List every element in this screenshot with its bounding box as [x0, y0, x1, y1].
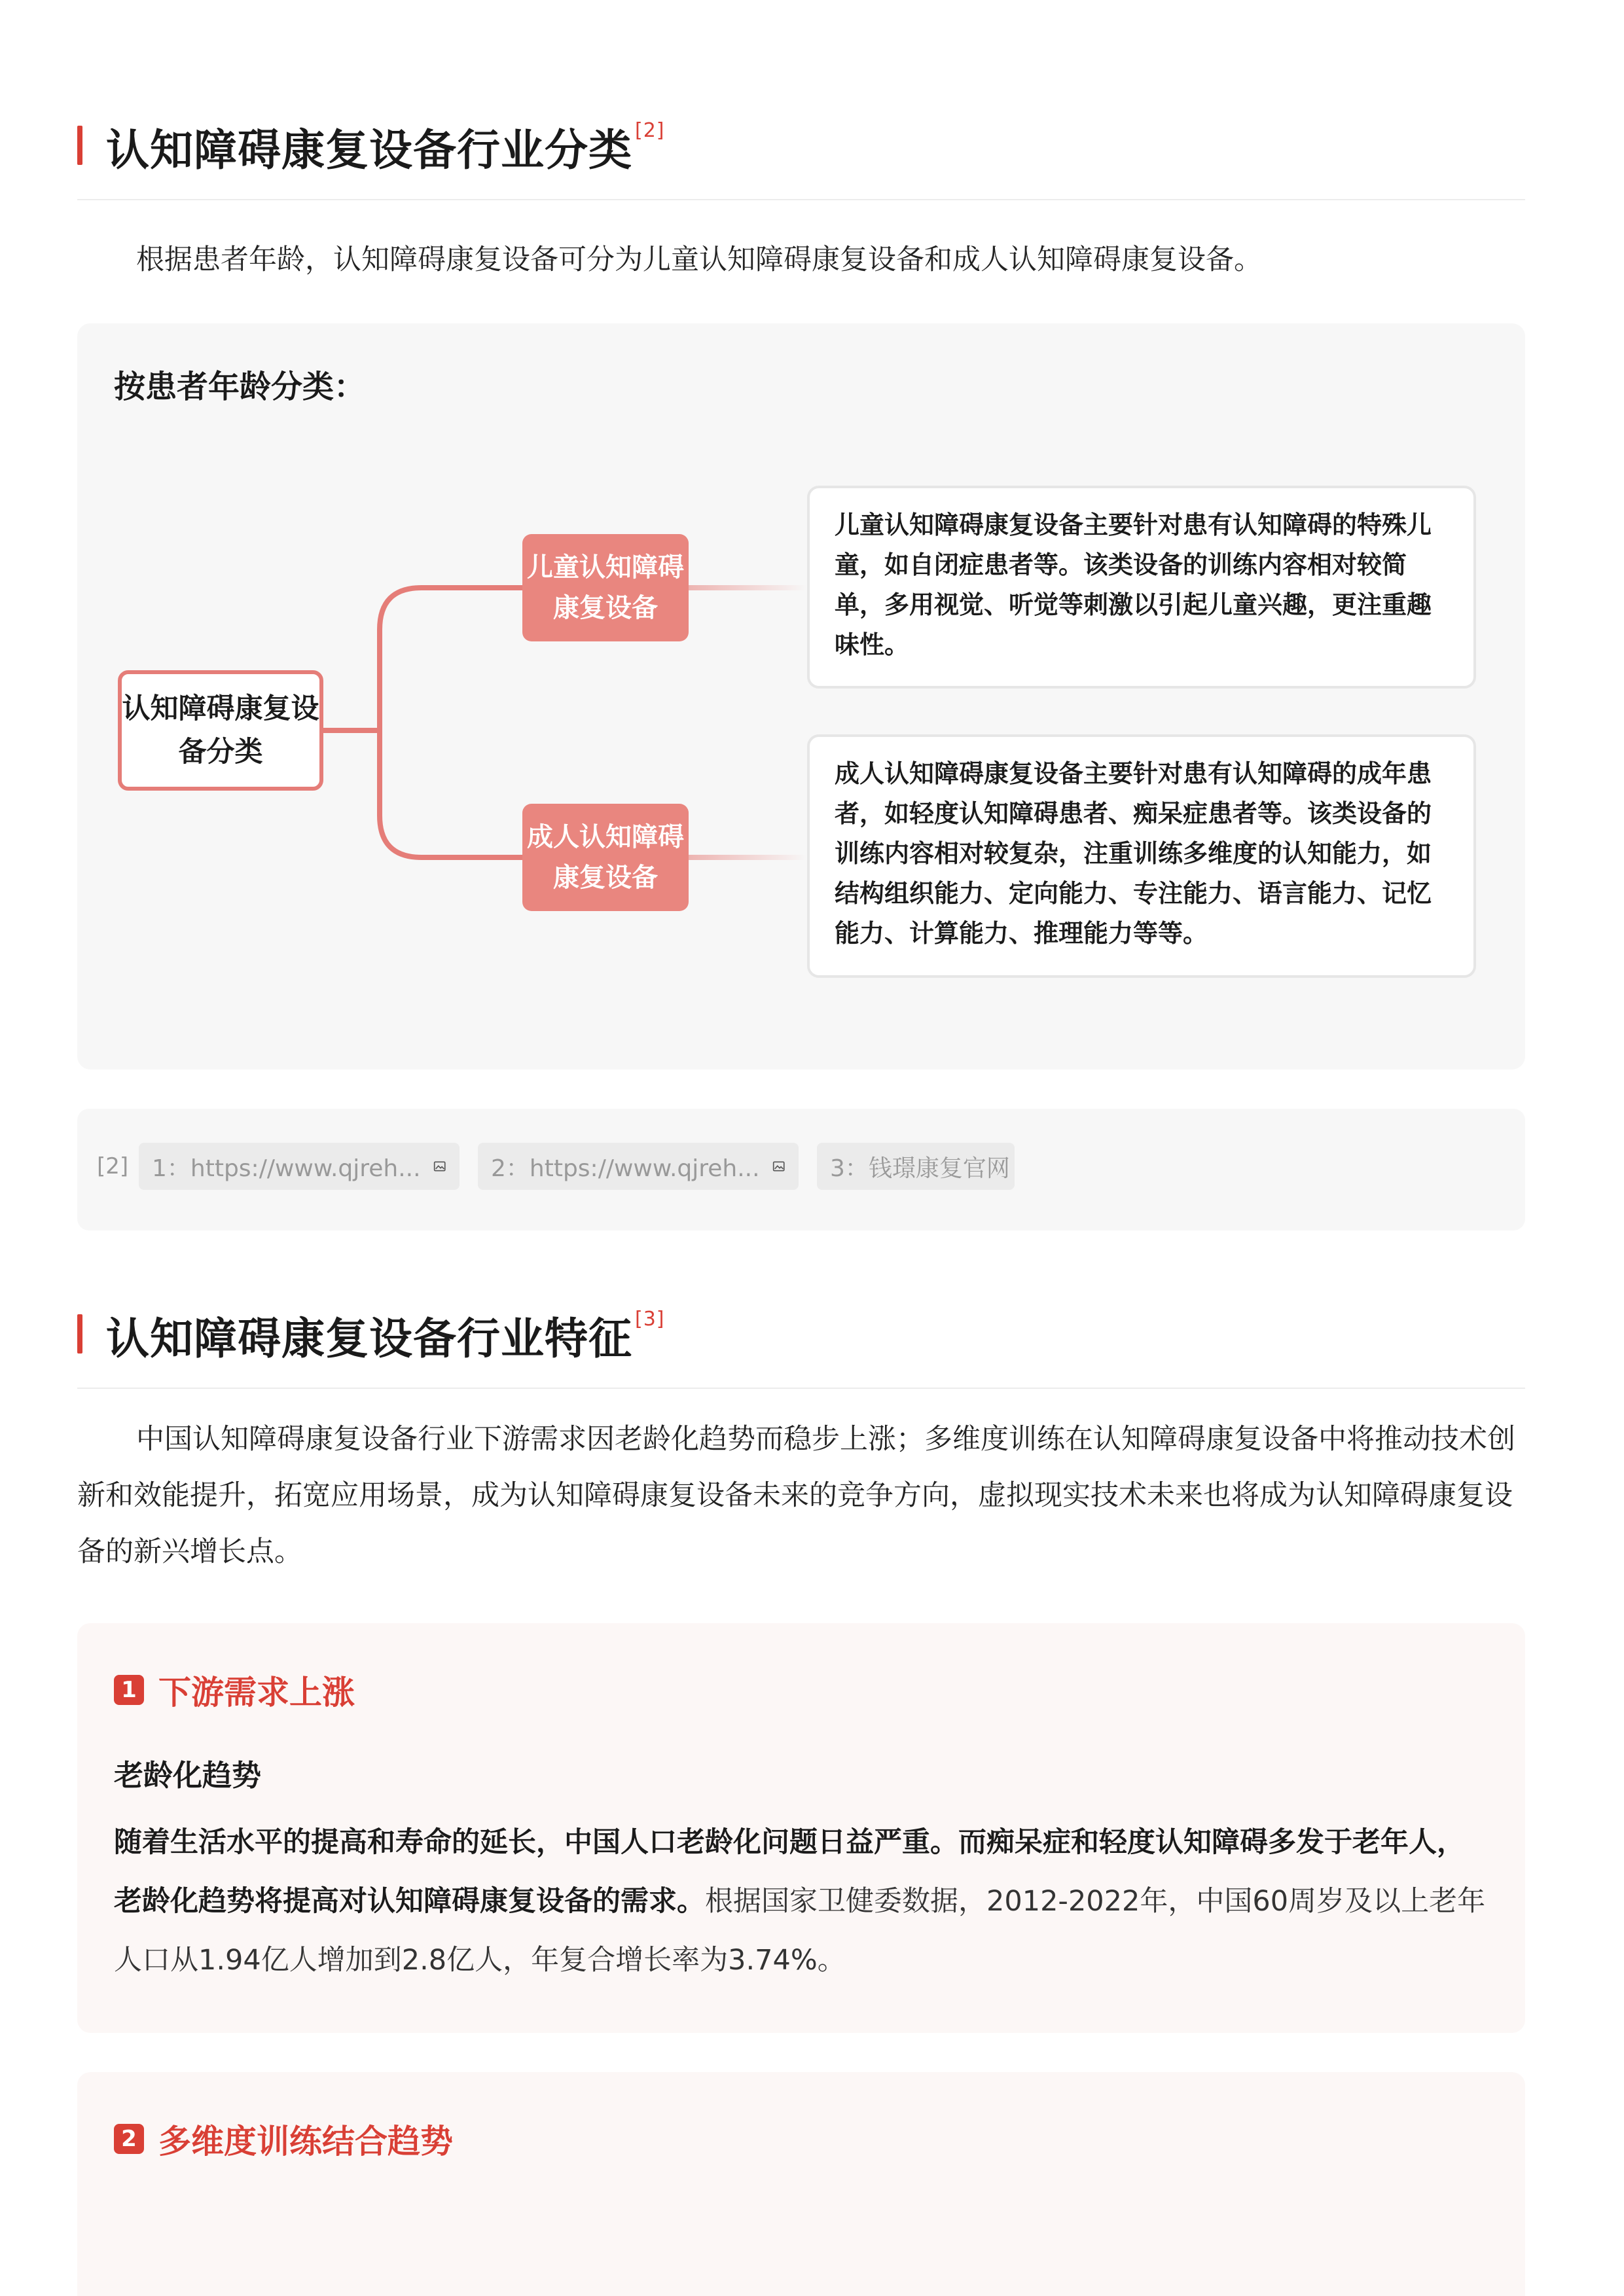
section-title: 认知障碍康复设备行业特征 [3] — [106, 1308, 665, 1364]
children-description: 儿童认知障碍康复设备主要针对患有认知障碍的特殊儿童，如自闭症患者等。该类设备的训练内容相对较简单，多用视觉、听觉等刺激以引起儿童兴趣，更注重趣味性。 — [807, 486, 1476, 689]
card-number-badge: 1 — [114, 1675, 144, 1705]
intro-paragraph: 根据患者年龄，认知障碍康复设备可分为儿童认知障碍康复设备和成人认知障碍康复设备。 — [136, 243, 1262, 276]
adult-desc-connector — [689, 855, 807, 860]
diagram-root-node: 认知障碍康复设备分类 — [118, 670, 323, 791]
classification-diagram — [77, 323, 1525, 1069]
branch-child-connector — [380, 588, 522, 730]
reference-link-1[interactable]: 1：https://www.qjreh... — [139, 1143, 460, 1190]
references-bar — [77, 1109, 1525, 1230]
image-icon — [433, 1156, 446, 1177]
section-header-classification — [77, 110, 1525, 200]
card-subtitle: 老龄化趋势 — [114, 1758, 262, 1793]
section-accent-bar — [77, 1314, 82, 1354]
citation-link[interactable]: [2] — [635, 119, 665, 142]
section-title: 认知障碍康复设备行业分类 [2] — [106, 119, 665, 175]
feature-card-1 — [77, 1623, 1525, 2033]
section-header-features — [77, 1299, 1525, 1389]
reference-link-3[interactable]: 3：钱璟康复官网 — [817, 1143, 1015, 1190]
card-body — [114, 1813, 1489, 1990]
citation-link[interactable]: [3] — [635, 1308, 665, 1331]
card-title: 多维度训练结合趋势 — [158, 2123, 453, 2161]
card-title: 下游需求上涨 — [158, 1674, 355, 1712]
card-header — [114, 2115, 453, 2162]
references-label: [2] — [97, 1153, 129, 1179]
card-header — [114, 1666, 355, 1713]
card-body-emphasis: 随着生活水平的提高和寿命的延长，中国人口老龄化问题日益严重。而痴呆症和轻度认知障碍多发于老年人，老龄化趋势将提高对认知障碍康复设备的需求。 — [114, 1826, 1465, 1918]
card-number-badge: 2 — [114, 2124, 144, 2154]
features-paragraph: 中国认知障碍康复设备行业下游需求因老龄化趋势而稳步上涨；多维度训练在认知障碍康复设备中将推动技术创新和效能提升，拓宽应用场景，成为认知障碍康复设备未来的竞争方向，虚拟现实技术未来也将成为认知障碍康复设备的新兴增长点。 — [77, 1423, 1515, 1568]
adults-description: 成人认知障碍康复设备主要针对患有认知障碍的成年患者，如轻度认知障碍患者、痴呆症患者等。该类设备的训练内容相对较复杂，注重训练多维度的认知能力，如结构组织能力、定向能力、专注能力、语言能力、记忆能力、计算能力、推理能力等等。 — [807, 734, 1476, 978]
reference-link-2[interactable]: 2：https://www.qjreh... — [478, 1143, 799, 1190]
branch-adult-connector — [380, 730, 522, 857]
child-desc-connector — [689, 585, 807, 590]
card-body-text: 根据国家卫健委数据，2012-2022年，中国60周岁及以上老年人口从1.94亿人增加到2.8亿人，年复合增长率为3.74%。 — [114, 1885, 1486, 1977]
feature-card-2 — [77, 2072, 1525, 2296]
section-accent-bar — [77, 126, 82, 165]
image-icon — [772, 1156, 785, 1177]
diagram-label: 按患者年龄分类： — [114, 368, 366, 405]
diagram-node-children: 儿童认知障碍康复设备 — [522, 534, 689, 641]
diagram-node-adults: 成人认知障碍康复设备 — [522, 804, 689, 911]
